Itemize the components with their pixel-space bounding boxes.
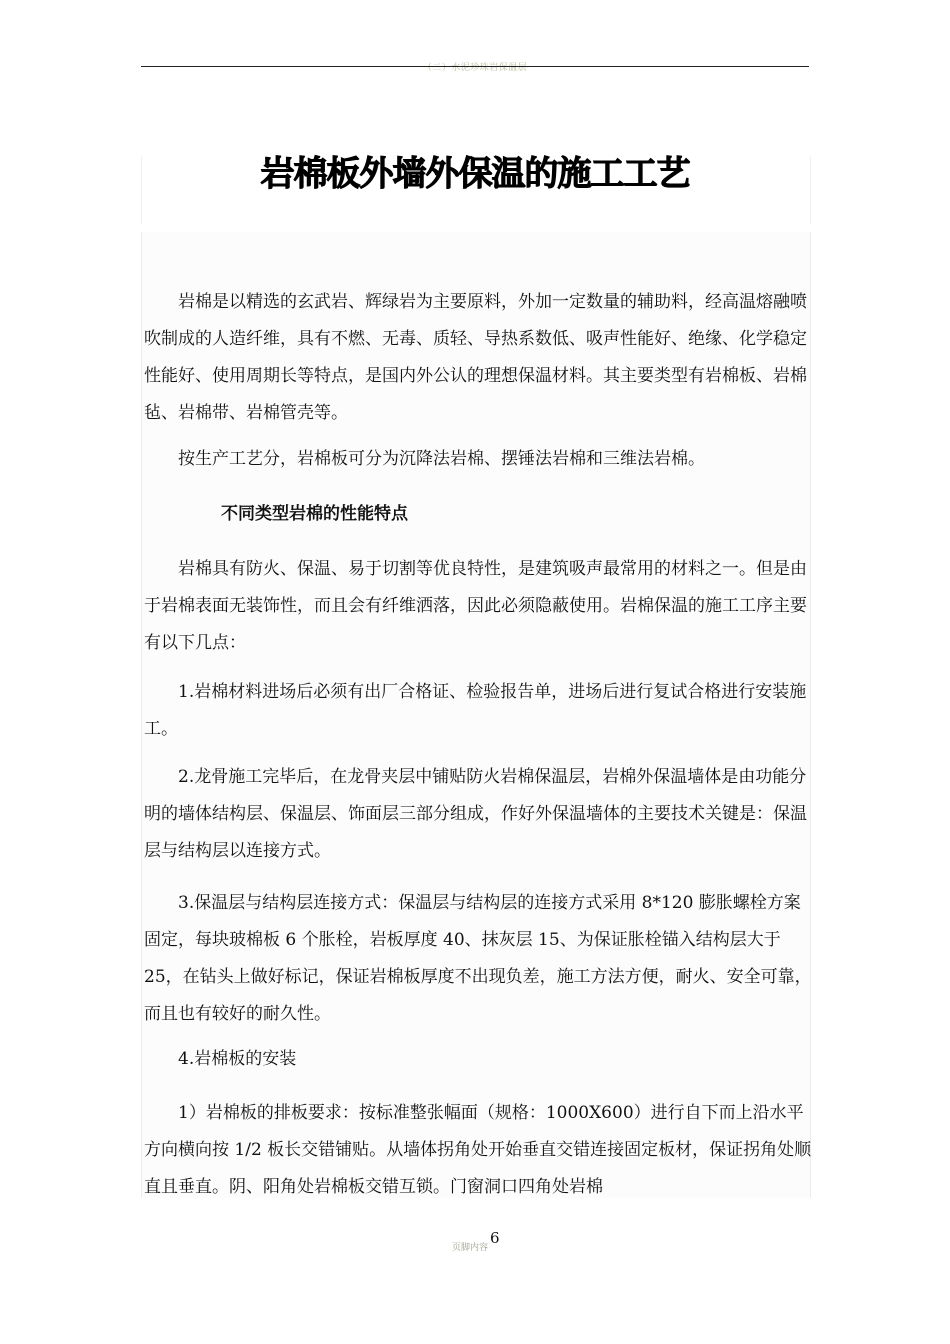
header-divider	[141, 66, 809, 67]
page-footer-text: 页脚内容	[452, 1243, 489, 1253]
paragraph-board-layout: 1）岩棉板的排板要求：按标准整张幅面（规格：1000X600）进行自下而上沿水平方向横向按 1/2 板长交错铺贴。从墙体拐角处开始垂直交错连接固定板材，保证拐角处顺直且垂直。阴、阳角处岩棉板交错互锁。门窗洞口四角处岩棉	[144, 1103, 812, 1197]
document-title: 岩棉板外墙外保温的施工工艺	[260, 154, 690, 194]
page-number: 6	[490, 1229, 500, 1247]
paragraph-intro: 岩棉是以精选的玄武岩、辉绿岩为主要原料，外加一定数量的辅助料，经高温熔融喷吹制成的人造纤维，具有不燃、无毒、质轻、导热系数低、吸声性能好、绝缘、化学稳定性能好、使用周期长等特点，是国内外公认的理想保温材料。其主要类型有岩棉板、岩棉毡、岩棉带、岩棉管壳等。	[144, 292, 807, 423]
paragraph-properties: 岩棉具有防火、保温、易于切割等优良特性，是建筑吸声最常用的材料之一。但是由于岩棉表面无装饰性，而且会有纤维洒落，因此必须隐蔽使用。岩棉保温的施工工序主要有以下几点：	[144, 559, 807, 653]
section-subheading: 不同类型岩棉的性能特点	[221, 504, 408, 524]
paragraph-step-3: 3.保温层与结构层连接方式：保温层与结构层的连接方式采用 8*120 膨胀螺栓方案固定，每块玻棉板 6 个胀栓，岩板厚度 40、抹灰层 15、为保证胀栓锚入结构层大于 25，在钻头上做好标记，保证岩棉板厚度不出现负差，施工方法方便，耐火、安全可靠，而且也有较好的耐久性。	[144, 893, 812, 1024]
paragraph-step-4: 4.岩棉板的安装	[178, 1049, 297, 1069]
paragraph-step-1: 1.岩棉材料进场后必须有出厂合格证、检验报告单，进场后进行复试合格进行安装施工。	[144, 682, 807, 739]
paragraph-step-2: 2.龙骨施工完毕后，在龙骨夹层中铺贴防火岩棉保温层，岩棉外保温墙体是由功能分明的墙体结构层、保温层、饰面层三部分组成，作好外保温墙体的主要技术关键是：保温层与结构层以连接方式。	[144, 767, 807, 861]
paragraph-production-types: 按生产工艺分，岩棉板可分为沉降法岩棉、摆锤法岩棉和三维法岩棉。	[178, 449, 705, 469]
page-header-text: （二）水泥珍珠岩保温层	[422, 63, 528, 73]
